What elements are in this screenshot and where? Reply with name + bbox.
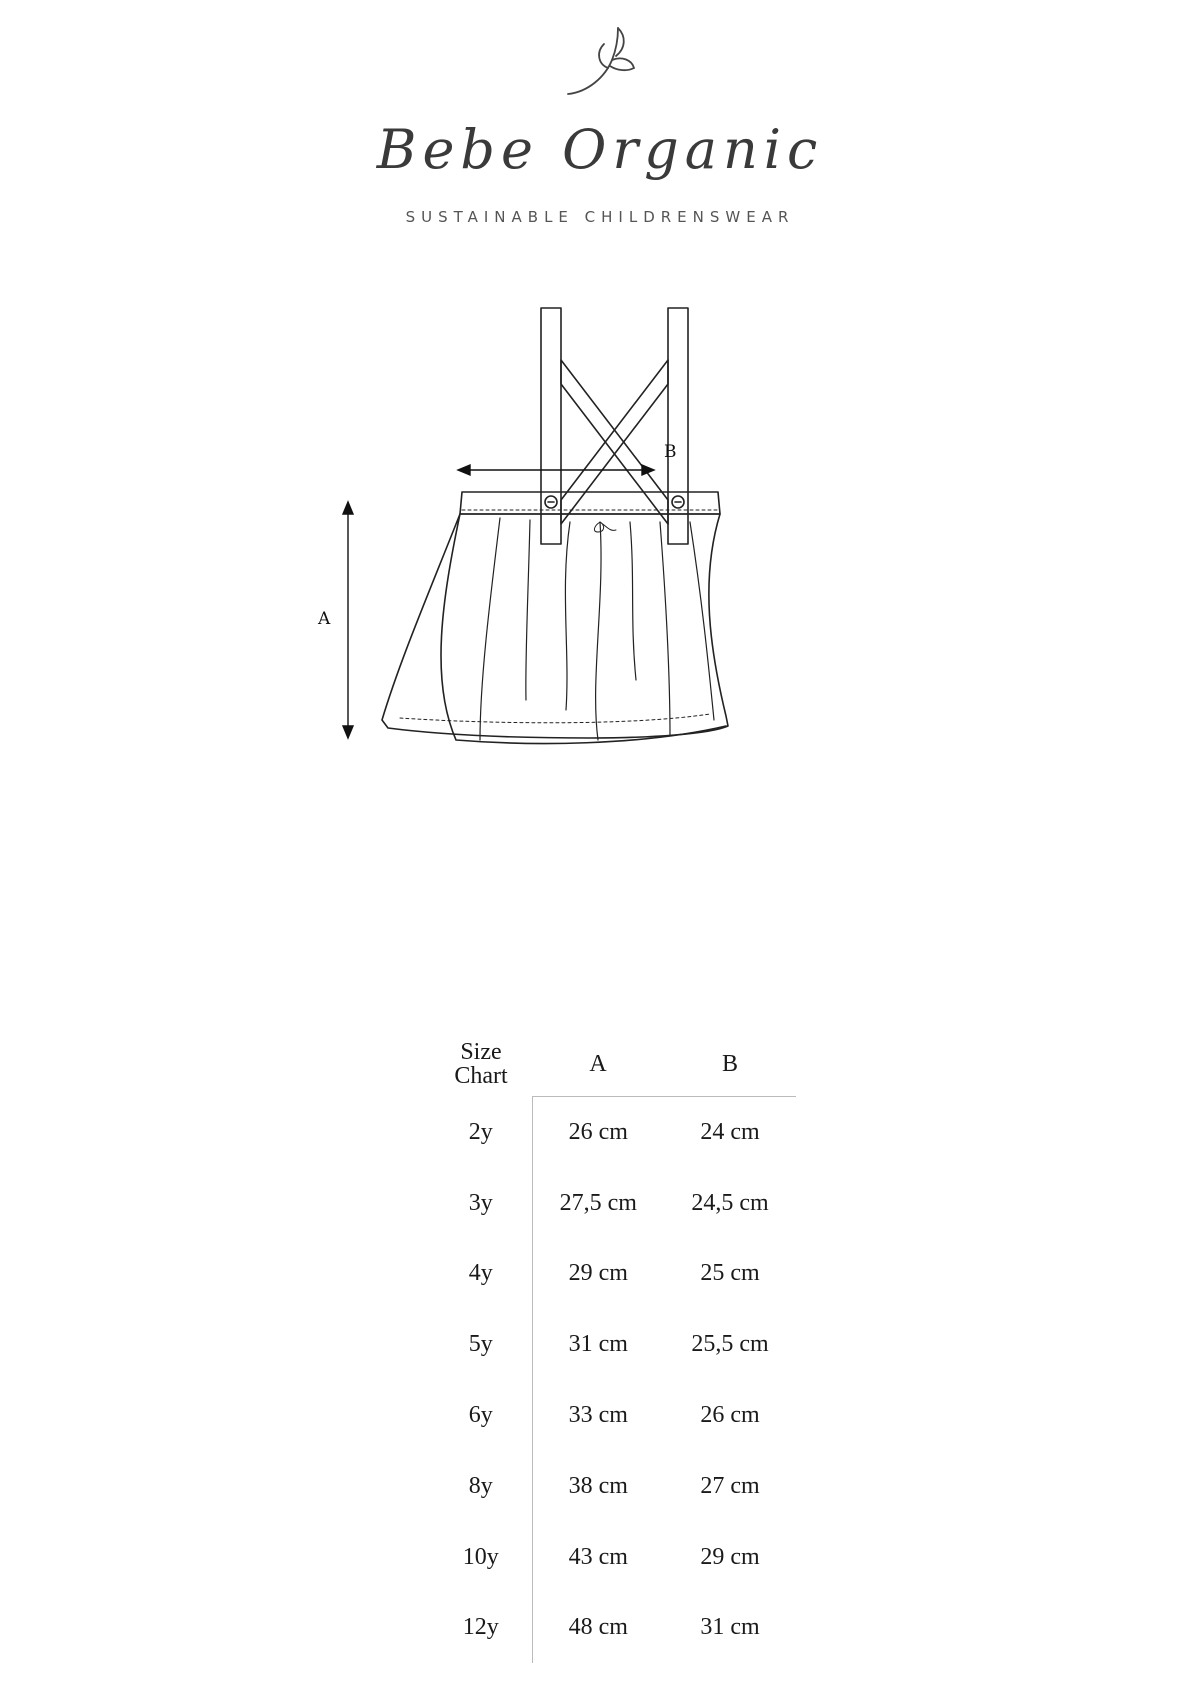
measure-a-cell: 27,5 cm [559,1189,637,1216]
table-row [430,1380,796,1451]
table-row [430,1593,796,1664]
measure-b-cell: 25 cm [700,1260,760,1287]
size-label-line1: Size [460,1039,502,1066]
measure-a-cell: 29 cm [568,1260,628,1287]
size-cell: 5y [430,1309,532,1380]
measure-b-cell: 26 cm [700,1402,760,1429]
measure-b-cell: 25,5 cm [691,1331,769,1358]
measure-a-cell: 48 cm [568,1614,628,1641]
measure-b-cell: 24,5 cm [691,1189,769,1216]
measure-a-cell: 26 cm [568,1118,628,1145]
size-cell: 6y [430,1380,532,1451]
measure-a-cell: 33 cm [568,1402,628,1429]
brand-tagline: SUSTAINABLE CHILDRENSWEAR [405,208,795,226]
size-cell: 2y [430,1097,532,1168]
size-cell: 8y [430,1451,532,1522]
skirt-body [382,514,728,738]
dimension-a-label: A [318,609,331,629]
cross-strap-1 [561,360,668,524]
measure-b-cell: 24 cm [700,1118,760,1145]
size-cell: 10y [430,1522,532,1593]
brand-name: Bebe Organic [376,118,824,181]
column-a-header: A [532,1032,664,1097]
cross-strap-2 [561,360,668,524]
measure-b-cell: 27 cm [700,1472,760,1499]
size-label-line2: Chart [454,1063,508,1090]
column-b-header: B [664,1032,796,1097]
measure-b-cell: 29 cm [700,1543,760,1570]
table-row [430,1239,796,1310]
table-row [430,1309,796,1380]
table-row [430,1168,796,1239]
size-chart-corner-label [430,1032,532,1097]
measure-a-cell: 38 cm [568,1472,628,1499]
size-cell: 12y [430,1593,532,1664]
table-row [430,1451,796,1522]
measure-a-cell: 31 cm [568,1331,628,1358]
dimension-b-label: B [664,442,677,462]
table-row [430,1097,796,1168]
size-cell: 4y [430,1239,532,1310]
size-chart-table [430,1032,796,1663]
leaf-logo-icon [560,22,650,102]
size-cell: 3y [430,1168,532,1239]
pinafore-skirt-diagram [318,300,810,820]
measure-a-cell: 43 cm [568,1543,628,1570]
measure-b-cell: 31 cm [700,1614,760,1641]
size-chart-header-row [430,1032,796,1097]
table-row [430,1522,796,1593]
waistband [460,492,720,514]
